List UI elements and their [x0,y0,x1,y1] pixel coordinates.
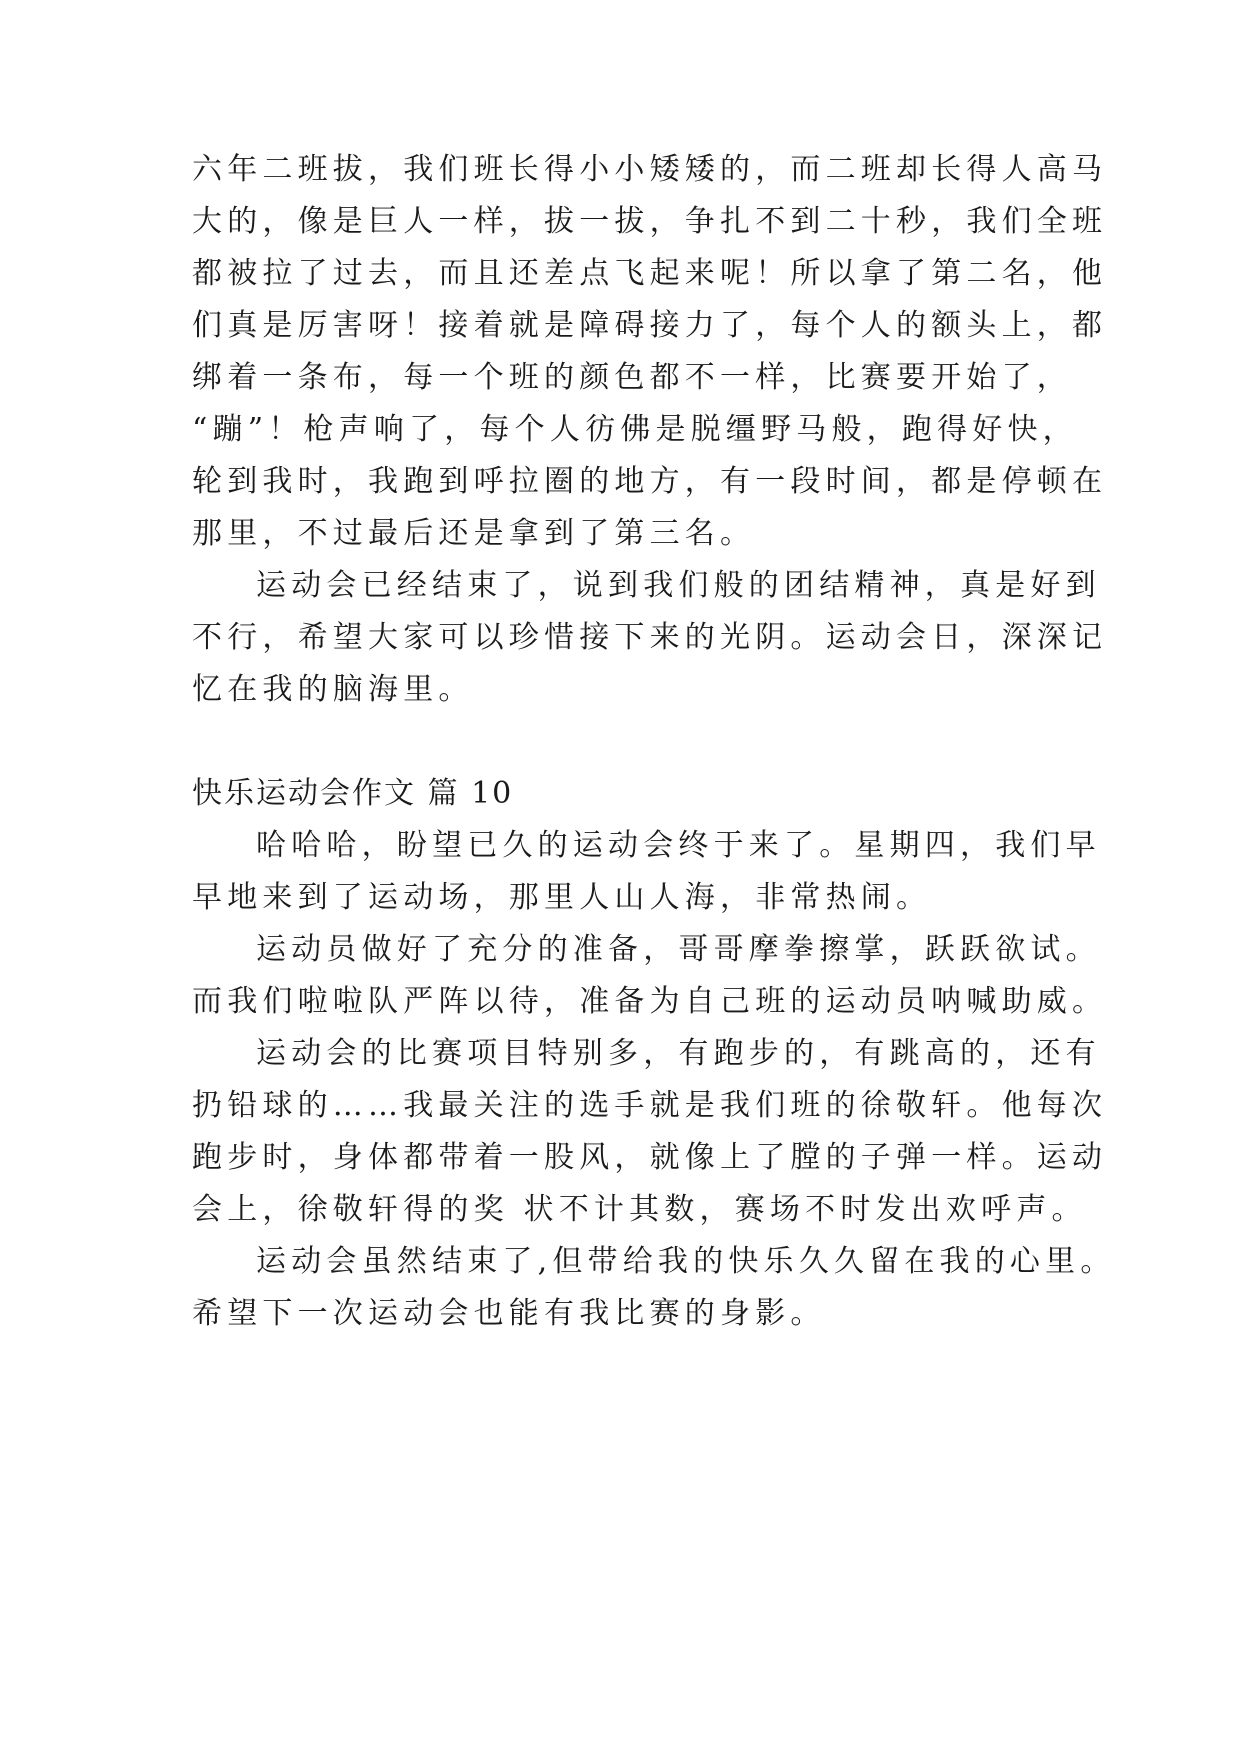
paragraph-line: 运动会的比赛项目特别多，有跑步的，有跳高的，还有 [256,1036,1101,1071]
paragraph-line: 那里，不过最后还是拿到了第三名。 [192,516,756,551]
paragraph-line: 不行，希望大家可以珍惜接下来的光阴。运动会日，深深记 [192,620,1108,655]
paragraph-line: 轮到我时，我跑到呼拉圈的地方，有一段时间，都是停顿在 [192,464,1108,499]
paragraph-line: 运动会已经结束了，说到我们般的团结精神，真是好到 [256,568,1101,603]
paragraph-line: 忆在我的脑海里。 [192,672,474,707]
paragraph-line: “蹦”！枪声响了，每个人彷佛是脱缰野马般，跑得好快， [192,412,1078,447]
paragraph-line: 希望下一次运动会也能有我比赛的身影。 [192,1296,826,1331]
paragraph-line: 都被拉了过去，而且还差点飞起来呢！所以拿了第二名，他 [192,256,1108,291]
paragraph-line: 扔铅球的……我最关注的选手就是我们班的徐敬轩。他每次 [192,1088,1108,1123]
paragraph-line: 早地来到了运动场，那里人山人海，非常热闹。 [192,880,932,915]
paragraph-line: 六年二班拔，我们班长得小小矮矮的，而二班却长得人高马 [192,152,1108,187]
paragraph-line: 运动员做好了充分的准备，哥哥摩拳擦掌，跃跃欲试。 [256,932,1101,967]
paragraph-line: 绑着一条布，每一个班的颜色都不一样，比赛要开始了， [192,360,1072,395]
paragraph-line: 而我们啦啦队严阵以待，准备为自己班的运动员呐喊助威。 [192,984,1108,1019]
paragraph-line: 们真是厉害呀！接着就是障碍接力了，每个人的额头上，都 [192,308,1108,343]
paragraph-line: 大的，像是巨人一样，拔一拔，争扎不到二十秒，我们全班 [192,204,1108,239]
section-heading: 快乐运动会作文 篇 10 [192,776,514,811]
paragraph-line: 跑步时，身体都带着一股风，就像上了膛的子弹一样。运动 [192,1140,1108,1175]
paragraph-line: 运动会虽然结束了,但带给我的快乐久久留在我的心里。 [256,1244,1116,1279]
paragraph-line: 哈哈哈，盼望已久的运动会终于来了。星期四，我们早 [256,828,1101,863]
paragraph-line: 会上，徐敬轩得的奖 状不计其数，赛场不时发出欢呼声。 [192,1192,1087,1227]
